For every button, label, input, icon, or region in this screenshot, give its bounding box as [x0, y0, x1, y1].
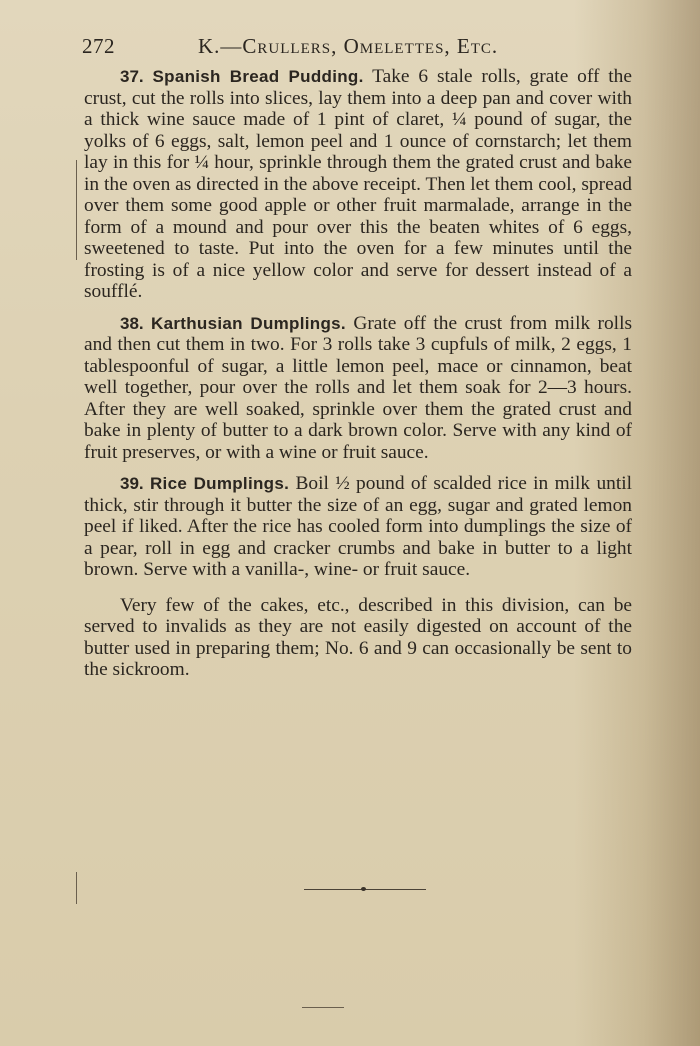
recipe-number: 38. — [120, 313, 144, 333]
running-head: K.—Crullers, Omelettes, Etc. — [198, 34, 499, 58]
recipe-number: 39. — [120, 474, 144, 493]
recipe-title: Karthusian Dumplings. — [151, 313, 346, 333]
recipe-title: Rice Dumplings. — [149, 474, 290, 493]
footer-rule — [302, 1007, 344, 1008]
recipe-number: 37. — [120, 67, 144, 86]
recipe-38 — [84, 313, 632, 464]
page-number: 272 — [82, 34, 115, 58]
page-body — [84, 66, 632, 691]
recipe-37 — [84, 66, 632, 303]
page-header — [82, 34, 642, 64]
recipe-title: Spanish Bread Pudding. — [152, 67, 364, 86]
invalid-note: Very few of the cakes, etc., described in this division, can be served to invalids as they are not easily digested on account of the butter used in preparing them; No. 6 and 9 can occasionally be sent to the sickroom. — [84, 594, 632, 680]
recipe-text: Boil ½ pound of scalded rice in milk until thick, stir through it butter the size of an egg, sugar and grated lemon peel if liked. After the rice has cooled form into dumplings the size of a pear, roll in egg and cracker crumbs and bake in butter to a light brown. Serve with a vanilla-, wine- or fruit sauce. — [84, 473, 632, 580]
margin-mark — [76, 872, 77, 904]
recipe-39 — [84, 473, 632, 581]
recipe-text: Take 6 stale rolls, grate off the crust, cut the rolls into slices, lay them into a deep pan and cover with a thick wine sauce made of 1 pint of claret, ¼ pound of sugar, the yolks of 6 eggs, salt, lemon peel and 1 ounce of cornstarch; let them lay in this for ¼ hour, sprinkle through them the grated crust and bake in the oven as directed in the above receipt. Then let them cool, spread over them some good apple or other fruit marmalade, arrange in the form of a mound and pour over this the beaten whites of 6 eggs, sweetened to taste. Put into the oven for a few minutes until the frosting is of a nice yellow color and serve for dessert instead of a soufflé. — [84, 66, 632, 302]
divider-ornament — [361, 887, 366, 891]
margin-mark — [76, 160, 77, 260]
recipe-text: Grate off the crust from milk rolls and then cut them in two. For 3 rolls take 3 cupfuls of milk, 2 eggs, 1 tablespoonful of sugar, a little lemon peel, mace or cinnamon, beat well together, pour over the rolls and let them soak for 2—3 hours. After they are well soaked, sprinkle over them the grated crust and bake in plenty of butter to a dark brown color. Serve with any kind of fruit preserves, or with a wine or fruit sauce. — [84, 312, 633, 463]
